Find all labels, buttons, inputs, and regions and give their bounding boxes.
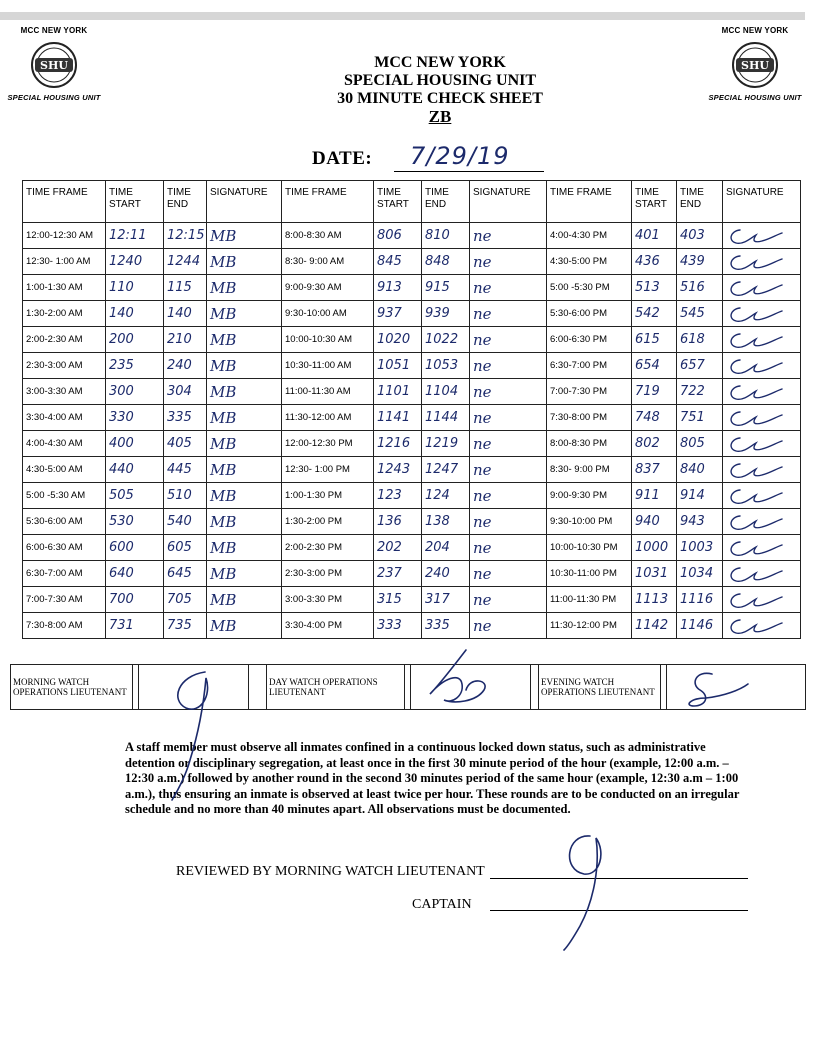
evening-time-frame-cell: 9:00-9:30 PM [547,483,632,509]
day-time-start-cell[interactable]: 1101 [374,379,422,405]
evening-signature-scrawl [726,227,784,245]
day-time-end-cell[interactable]: 939 [422,301,470,327]
sheet-header [260,54,620,126]
morning-signature-cell[interactable]: MB [207,431,282,457]
day-time-end-cell[interactable]: 1247 [422,457,470,483]
morning-time-start-cell[interactable]: 235 [106,353,164,379]
day-time-end-cell[interactable]: 1053 [422,353,470,379]
morning-time-start-cell[interactable]: 12:11 [106,223,164,249]
day-time-start-cell[interactable]: 136 [374,509,422,535]
morning-time-end-cell[interactable]: 12:15 [164,223,207,249]
evening-time-start-cell[interactable]: 615 [632,327,677,353]
morning-time-frame-cell: 4:00-4:30 AM [23,431,106,457]
evening-time-start-cell[interactable]: 719 [632,379,677,405]
check-row [23,379,801,405]
evening-signature-cell[interactable] [723,535,801,561]
evening-signature-cell[interactable] [723,431,801,457]
date-value[interactable]: 7/29/19 [410,142,510,170]
evening-time-end-cell[interactable]: 545 [677,301,723,327]
evening-time-frame-cell: 7:00-7:30 PM [547,379,632,405]
morning-signature-cell[interactable]: MB [207,457,282,483]
evening-time-start-cell[interactable]: 654 [632,353,677,379]
check-row [23,327,801,353]
day-time-frame-cell: 1:30-2:00 PM [282,509,374,535]
col-time-end: TIME END [422,181,470,223]
logo-bottom-text: SPECIAL HOUSING UNIT [708,93,802,102]
day-time-start-cell[interactable]: 1243 [374,457,422,483]
evening-signature-cell[interactable] [723,457,801,483]
evening-signature-cell[interactable] [723,483,801,509]
day-time-start-cell[interactable]: 333 [374,613,422,639]
day-time-end-cell[interactable]: 138 [422,509,470,535]
day-time-frame-cell: 1:00-1:30 PM [282,483,374,509]
date-line [394,171,544,172]
evening-time-frame-cell: 8:30- 9:00 PM [547,457,632,483]
check-row [23,613,801,639]
logo-badge-text: SHU [741,59,769,72]
day-time-start-cell[interactable]: 123 [374,483,422,509]
evening-signature-cell[interactable] [723,561,801,587]
evening-time-end-cell[interactable]: 943 [677,509,723,535]
evening-signature-scrawl [726,617,784,635]
morning-watch-signature[interactable] [139,665,249,710]
logo-bottom-text: SPECIAL HOUSING UNIT [7,93,101,102]
evening-time-start-cell[interactable]: 802 [632,431,677,457]
check-row [23,457,801,483]
morning-time-frame-cell: 2:00-2:30 AM [23,327,106,353]
day-signature-cell[interactable]: ne [470,405,547,431]
reviewed-by-signature-line[interactable] [490,878,748,879]
col-time-start: TIME START [374,181,422,223]
day-time-end-cell[interactable]: 915 [422,275,470,301]
evening-signature-scrawl [726,539,784,557]
check-row [23,535,801,561]
evening-time-start-cell[interactable]: 401 [632,223,677,249]
morning-time-frame-cell: 1:30-2:00 AM [23,301,106,327]
day-time-frame-cell: 11:30-12:00 AM [282,405,374,431]
morning-time-end-cell[interactable]: 1244 [164,249,207,275]
morning-time-end-cell[interactable]: 335 [164,405,207,431]
day-time-end-cell[interactable]: 810 [422,223,470,249]
day-time-frame-cell: 8:30- 9:00 AM [282,249,374,275]
morning-time-end-cell[interactable]: 705 [164,587,207,613]
morning-time-end-cell[interactable]: 510 [164,483,207,509]
day-time-frame-cell: 10:00-10:30 AM [282,327,374,353]
col-time-frame: TIME FRAME [547,181,632,223]
evening-time-frame-cell: 11:30-12:00 PM [547,613,632,639]
evening-signature-scrawl [726,331,784,349]
evening-time-start-cell[interactable]: 911 [632,483,677,509]
day-signature-cell[interactable]: ne [470,509,547,535]
evening-time-frame-cell: 9:30-10:00 PM [547,509,632,535]
evening-signature-scrawl [726,565,784,583]
day-signature-cell[interactable]: ne [470,379,547,405]
date-row [312,140,552,172]
check-row [23,483,801,509]
day-signature-cell[interactable]: ne [470,561,547,587]
morning-time-frame-cell: 5:00 -5:30 AM [23,483,106,509]
morning-time-end-cell[interactable]: 645 [164,561,207,587]
day-time-frame-cell: 9:00-9:30 AM [282,275,374,301]
day-signature-cell[interactable]: ne [470,223,547,249]
evening-signature-scrawl [726,591,784,609]
evening-signature-cell[interactable] [723,509,801,535]
morning-signature-cell[interactable]: MB [207,301,282,327]
evening-time-frame-cell: 8:00-8:30 PM [547,431,632,457]
morning-time-start-cell[interactable]: 400 [106,431,164,457]
morning-time-start-cell[interactable]: 110 [106,275,164,301]
day-time-frame-cell: 11:00-11:30 AM [282,379,374,405]
day-signature-cell[interactable]: ne [470,431,547,457]
day-signature-cell[interactable]: ne [470,587,547,613]
day-signature-cell[interactable]: ne [470,301,547,327]
evening-signature-cell[interactable] [723,587,801,613]
check-row [23,405,801,431]
col-time-start: TIME START [106,181,164,223]
date-label: DATE: [312,148,373,169]
col-time-start: TIME START [632,181,677,223]
shu-logo-left [4,26,104,104]
morning-time-end-cell[interactable]: 210 [164,327,207,353]
day-time-end-cell[interactable]: 240 [422,561,470,587]
morning-signature-cell[interactable]: MB [207,587,282,613]
col-signature: SIGNATURE [470,181,547,223]
morning-signature-cell[interactable]: MB [207,535,282,561]
day-time-frame-cell: 9:30-10:00 AM [282,301,374,327]
morning-watch-label: MORNING WATCH OPERATIONS LIEUTENANT [11,665,133,710]
evening-time-frame-cell: 6:30-7:00 PM [547,353,632,379]
evening-time-end-cell[interactable]: 751 [677,405,723,431]
watch-row [11,665,806,710]
evening-time-start-cell[interactable]: 748 [632,405,677,431]
evening-signature-cell[interactable] [723,379,801,405]
day-time-end-cell[interactable]: 1144 [422,405,470,431]
day-watch-label: DAY WATCH OPERATIONS LIEUTENANT [267,665,405,710]
morning-time-start-cell[interactable]: 300 [106,379,164,405]
shu-badge-icon [31,38,77,92]
evening-time-frame-cell: 10:00-10:30 PM [547,535,632,561]
evening-time-start-cell[interactable]: 542 [632,301,677,327]
morning-signature-cell[interactable]: MB [207,327,282,353]
day-time-end-cell[interactable]: 335 [422,613,470,639]
morning-signature-cell[interactable]: MB [207,275,282,301]
check-row [23,561,801,587]
day-signature-cell[interactable]: ne [470,457,547,483]
col-time-frame: TIME FRAME [282,181,374,223]
check-row [23,223,801,249]
check-row [23,275,801,301]
unit-label: ZB [428,107,452,126]
day-signature-cell[interactable]: ne [470,483,547,509]
evening-time-start-cell[interactable]: 513 [632,275,677,301]
evening-signature-scrawl [726,513,784,531]
evening-time-frame-cell: 4:00-4:30 PM [547,223,632,249]
evening-time-start-cell[interactable]: 1142 [632,613,677,639]
morning-time-start-cell[interactable]: 140 [106,301,164,327]
evening-time-end-cell[interactable]: 805 [677,431,723,457]
evening-signature-scrawl [726,279,784,297]
evening-signature-scrawl [726,409,784,427]
morning-time-start-cell[interactable]: 330 [106,405,164,431]
evening-signature-scrawl [726,383,784,401]
morning-time-start-cell[interactable]: 505 [106,483,164,509]
morning-time-frame-cell: 2:30-3:00 AM [23,353,106,379]
day-watch-signature[interactable] [411,665,531,710]
evening-time-start-cell[interactable]: 1113 [632,587,677,613]
evening-time-frame-cell: 4:30-5:00 PM [547,249,632,275]
day-time-frame-cell: 12:30- 1:00 PM [282,457,374,483]
day-time-start-cell[interactable]: 1141 [374,405,422,431]
observation-notice: A staff member must observe all inmates confined in a continuous locked down status, such as administrative detention or disciplinary segregation, at least once in the first 30 minute period of the hour (example, 12:00 a.m. – 12:30 a.m.) followed by another round in the second 30 minutes period of the same hour (example, 12:30 a.m – 1:00 a.m.), thus ensuring an inmate is observed at least twice per hour. These rounds are to be conducted on an irregular schedule and no more than 40 minutes apart. All observations must be documented. [125,740,740,816]
col-time-end: TIME END [164,181,207,223]
evening-time-end-cell[interactable]: 1003 [677,535,723,561]
check-sheet-table [22,180,801,639]
day-time-start-cell[interactable]: 1216 [374,431,422,457]
evening-signature-scrawl [726,305,784,323]
morning-time-end-cell[interactable]: 140 [164,301,207,327]
morning-time-end-cell[interactable]: 405 [164,431,207,457]
evening-time-end-cell[interactable]: 1146 [677,613,723,639]
shu-logo-right [705,26,805,104]
evening-time-start-cell[interactable]: 1031 [632,561,677,587]
morning-time-frame-cell: 12:00-12:30 AM [23,223,106,249]
logo-top-text: MCC NEW YORK [721,26,789,35]
morning-time-frame-cell: 7:00-7:30 AM [23,587,106,613]
check-row [23,249,801,275]
day-time-frame-cell: 3:30-4:00 PM [282,613,374,639]
morning-time-end-cell[interactable]: 240 [164,353,207,379]
day-time-start-cell[interactable]: 937 [374,301,422,327]
evening-time-end-cell[interactable]: 1116 [677,587,723,613]
day-time-frame-cell: 12:00-12:30 PM [282,431,374,457]
col-time-end: TIME END [677,181,723,223]
evening-watch-signature[interactable] [667,665,806,710]
cell-spacer [531,665,539,710]
day-time-end-cell[interactable]: 1219 [422,431,470,457]
morning-time-start-cell[interactable]: 1240 [106,249,164,275]
logo-top-text: MCC NEW YORK [20,26,88,35]
morning-time-end-cell[interactable]: 115 [164,275,207,301]
morning-signature-cell[interactable]: MB [207,249,282,275]
evening-signature-cell[interactable] [723,405,801,431]
evening-signature-scrawl [726,461,784,479]
evening-watch-label: EVENING WATCH OPERATIONS LIEUTENANT [539,665,661,710]
reviewed-by-label: REVIEWED BY MORNING WATCH LIEUTENANT [176,864,485,879]
morning-time-start-cell[interactable]: 530 [106,509,164,535]
evening-time-frame-cell: 6:00-6:30 PM [547,327,632,353]
logo-badge-text: SHU [40,59,68,72]
morning-time-start-cell[interactable]: 640 [106,561,164,587]
evening-time-end-cell[interactable]: 722 [677,379,723,405]
header-line-3: 30 MINUTE CHECK SHEET [337,90,543,107]
check-row [23,301,801,327]
day-time-end-cell[interactable]: 204 [422,535,470,561]
morning-signature-cell[interactable]: MB [207,223,282,249]
evening-signature-scrawl [726,253,784,271]
evening-time-end-cell[interactable]: 403 [677,223,723,249]
col-signature: SIGNATURE [207,181,282,223]
day-time-frame-cell: 2:00-2:30 PM [282,535,374,561]
day-signature-cell[interactable]: ne [470,535,547,561]
table-header-row [23,181,801,223]
morning-time-frame-cell: 6:00-6:30 AM [23,535,106,561]
morning-signature-cell[interactable]: MB [207,509,282,535]
header-line-2: SPECIAL HOUSING UNIT [343,72,537,89]
header-line-1: MCC NEW YORK [374,54,506,71]
evening-time-end-cell[interactable]: 657 [677,353,723,379]
evening-time-end-cell[interactable]: 914 [677,483,723,509]
day-time-end-cell[interactable]: 1022 [422,327,470,353]
evening-signature-cell[interactable] [723,301,801,327]
evening-time-frame-cell: 10:30-11:00 PM [547,561,632,587]
day-signature-cell[interactable]: ne [470,275,547,301]
col-time-frame: TIME FRAME [23,181,106,223]
check-row [23,431,801,457]
day-time-frame-cell: 10:30-11:00 AM [282,353,374,379]
evening-signature-cell[interactable] [723,613,801,639]
morning-time-frame-cell: 4:30-5:00 AM [23,457,106,483]
morning-time-start-cell[interactable]: 440 [106,457,164,483]
morning-signature-cell[interactable]: MB [207,353,282,379]
morning-signature-cell[interactable]: MB [207,613,282,639]
morning-signature-cell[interactable]: MB [207,379,282,405]
evening-time-frame-cell: 11:00-11:30 PM [547,587,632,613]
shu-badge-icon [732,38,778,92]
evening-signature-scrawl [726,357,784,375]
day-time-start-cell[interactable]: 845 [374,249,422,275]
evening-signature-cell[interactable] [723,223,801,249]
evening-time-end-cell[interactable]: 840 [677,457,723,483]
evening-time-start-cell[interactable]: 837 [632,457,677,483]
morning-time-start-cell[interactable]: 700 [106,587,164,613]
day-time-frame-cell: 2:30-3:00 PM [282,561,374,587]
day-time-start-cell[interactable]: 913 [374,275,422,301]
evening-time-start-cell[interactable]: 436 [632,249,677,275]
day-time-start-cell[interactable]: 315 [374,587,422,613]
cell-spacer [249,665,267,710]
evening-signature-cell[interactable] [723,249,801,275]
morning-time-start-cell[interactable]: 731 [106,613,164,639]
day-time-end-cell[interactable]: 124 [422,483,470,509]
evening-time-start-cell[interactable]: 940 [632,509,677,535]
day-time-frame-cell: 3:00-3:30 PM [282,587,374,613]
evening-time-frame-cell: 7:30-8:00 PM [547,405,632,431]
scan-top-bar [0,12,805,20]
morning-time-frame-cell: 12:30- 1:00 AM [23,249,106,275]
day-time-start-cell[interactable]: 237 [374,561,422,587]
review-signature [564,836,601,950]
day-time-end-cell[interactable]: 1104 [422,379,470,405]
check-row [23,353,801,379]
captain-signature-line[interactable] [490,910,748,911]
col-signature: SIGNATURE [723,181,801,223]
morning-time-frame-cell: 5:30-6:00 AM [23,509,106,535]
morning-time-frame-cell: 1:00-1:30 AM [23,275,106,301]
evening-time-frame-cell: 5:00 -5:30 PM [547,275,632,301]
evening-time-end-cell[interactable]: 439 [677,249,723,275]
evening-time-end-cell[interactable]: 1034 [677,561,723,587]
morning-time-start-cell[interactable]: 200 [106,327,164,353]
evening-signature-scrawl [726,435,784,453]
day-time-start-cell[interactable]: 1051 [374,353,422,379]
check-row [23,509,801,535]
evening-signature-scrawl [726,487,784,505]
day-time-end-cell[interactable]: 317 [422,587,470,613]
evening-signature-cell[interactable] [723,353,801,379]
morning-time-end-cell[interactable]: 735 [164,613,207,639]
day-time-start-cell[interactable]: 806 [374,223,422,249]
evening-time-start-cell[interactable]: 1000 [632,535,677,561]
evening-time-end-cell[interactable]: 516 [677,275,723,301]
morning-signature-cell[interactable]: MB [207,405,282,431]
day-time-end-cell[interactable]: 848 [422,249,470,275]
day-time-frame-cell: 8:00-8:30 AM [282,223,374,249]
morning-time-frame-cell: 3:30-4:00 AM [23,405,106,431]
check-row [23,587,801,613]
morning-time-end-cell[interactable]: 304 [164,379,207,405]
day-signature-cell[interactable]: ne [470,353,547,379]
day-signature-cell[interactable]: ne [470,249,547,275]
day-signature-cell[interactable]: ne [470,327,547,353]
morning-time-end-cell[interactable]: 605 [164,535,207,561]
morning-signature-cell[interactable]: MB [207,483,282,509]
morning-time-end-cell[interactable]: 445 [164,457,207,483]
captain-label: CAPTAIN [412,897,472,912]
morning-time-end-cell[interactable]: 540 [164,509,207,535]
morning-time-frame-cell: 7:30-8:00 AM [23,613,106,639]
day-time-start-cell[interactable]: 202 [374,535,422,561]
morning-time-frame-cell: 3:00-3:30 AM [23,379,106,405]
morning-time-start-cell[interactable]: 600 [106,535,164,561]
watch-lieutenant-table [10,664,806,710]
morning-time-frame-cell: 6:30-7:00 AM [23,561,106,587]
day-time-start-cell[interactable]: 1020 [374,327,422,353]
evening-time-end-cell[interactable]: 618 [677,327,723,353]
day-signature-cell[interactable]: ne [470,613,547,639]
evening-signature-cell[interactable] [723,275,801,301]
evening-signature-cell[interactable] [723,327,801,353]
morning-signature-cell[interactable]: MB [207,561,282,587]
evening-time-frame-cell: 5:30-6:00 PM [547,301,632,327]
